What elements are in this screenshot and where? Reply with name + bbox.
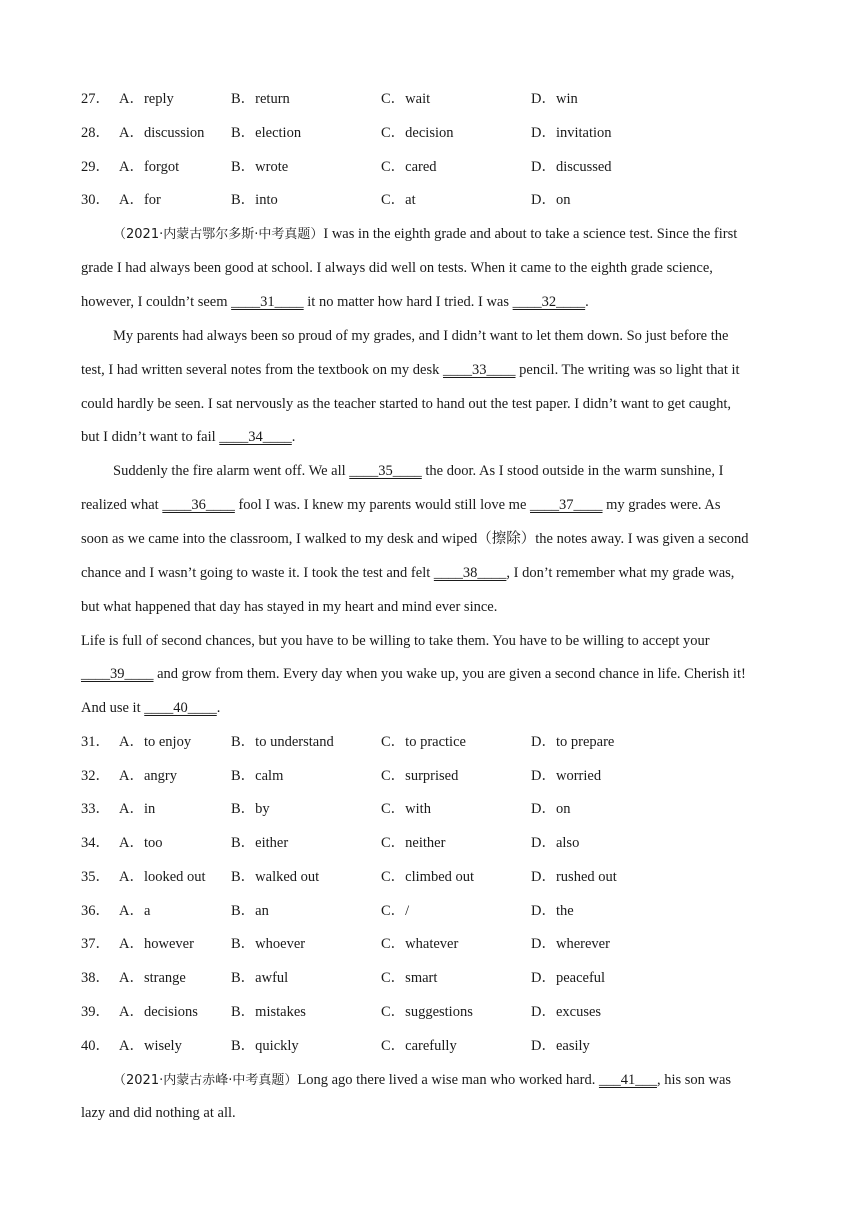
option-c: C．neither [381,835,446,851]
option-a: A．angry [119,768,177,784]
option-d: D．easily [531,1038,590,1054]
option-c: C．decision [381,125,454,141]
source-label: （2021·内蒙古赤峰·中考真题） [113,1073,298,1088]
option-c: C．surprised [381,768,459,784]
question-number: 28． [81,125,110,141]
blank-34: ____34____ [219,429,292,445]
passage-text: I was in the eighth grade and about to take a science test. Since the first [323,226,738,242]
option-a: A．to enjoy [119,734,192,750]
option-d: D．invitation [531,125,612,141]
option-b: B．whoever [231,936,306,952]
blank-40: ____40____ [144,700,217,716]
question-number: 33． [81,801,110,817]
question-number: 31． [81,734,110,750]
passage-text: realized what [81,497,163,513]
passage-line [81,292,781,312]
option-d: D．to prepare [531,734,615,750]
option-a: A．strange [119,970,186,986]
blank-32: ____32____ [512,294,586,310]
passage-line [81,1103,781,1123]
option-a: A．decisions [119,1004,198,1020]
option-d: D．excuses [531,1004,602,1020]
passage-line [113,461,781,481]
passage-text: soon as we came into the classroom, I walked to my desk and wiped（擦除）the notes away. I was given a second [81,531,749,547]
option-d: D．win [531,91,578,107]
option-c: C．to practice [381,734,466,750]
option-b: B．election [231,125,302,141]
option-a: A．a [119,903,151,919]
option-a: A．for [119,192,161,208]
blank-35: ____35____ [349,463,422,479]
option-d: D．discussed [531,159,612,175]
passage-text: however, I couldn’t seem [81,294,232,310]
passage-line [81,698,781,718]
passage-line [81,394,781,414]
passage-text: it no matter how hard I tried. I was [303,294,513,310]
option-d: D．peaceful [531,970,606,986]
question-number: 34． [81,835,110,851]
option-b: B．wrote [231,159,289,175]
option-a: A．too [119,835,163,851]
question-number: 35． [81,869,110,885]
passage-text: . [216,700,221,716]
option-b: B．calm [231,768,284,784]
passage-text: test, I had written several notes from the textbook on my desk [81,362,444,378]
passage-line [81,258,781,278]
passage-text: could hardly be seen. I sat nervously as the teacher started to hand out the test paper. I didn’t want to get caught, [81,396,732,412]
passage-line [81,563,781,583]
passage-line [113,1070,781,1090]
option-a: A．forgot [119,159,180,175]
question-number: 30． [81,192,110,208]
question-number: 38． [81,970,110,986]
passage-text: Long ago there lived a wise man who worked hard. [297,1072,599,1088]
option-c: C．suggestions [381,1004,473,1020]
passage-text: , his son was [656,1072,732,1088]
option-c: C．at [381,192,416,208]
option-b: B．either [231,835,289,851]
passage-line [81,529,781,549]
question-number: 40． [81,1038,110,1054]
option-a: A．reply [119,91,174,107]
option-c: C．/ [381,903,410,919]
passage-line [113,224,781,244]
option-a: A．discussion [119,125,205,141]
passage-text: the door. As I stood outside in the warm sunshine, I [421,463,724,479]
option-d: D．rushed out [531,869,617,885]
passage-line [113,326,781,346]
question-number: 36． [81,903,110,919]
option-c: C．whatever [381,936,459,952]
blank-41: ___41___ [598,1072,657,1088]
option-d: D．worried [531,768,602,784]
question-number: 32． [81,768,110,784]
passage-text: fool I was. I knew my parents would still love me [234,497,531,513]
blank-37: ____37____ [530,497,603,513]
option-c: C．smart [381,970,438,986]
passage-text: My parents had always been so proud of my grades, and I didn’t want to let them down. So just before the [113,328,729,344]
blank-38: ____38____ [433,565,507,581]
question-number: 29． [81,159,110,175]
option-c: C．wait [381,91,431,107]
option-c: C．with [381,801,431,817]
passage-text: grade I had always been good at school. I always did well on tests. When it came to the eighth grade science, [81,260,713,276]
passage-line [81,427,781,447]
passage-text: my grades were. As [602,497,721,513]
option-a: A．looked out [119,869,206,885]
option-d: D．also [531,835,580,851]
option-c: C．climbed out [381,869,475,885]
passage-line [81,664,781,684]
option-b: B．into [231,192,278,208]
option-b: B．an [231,903,269,919]
passage-text: but what happened that day has stayed in my heart and mind ever since. [81,599,498,615]
passage-text: Suddenly the fire alarm went off. We all [113,463,350,479]
option-d: D．on [531,192,571,208]
source-label: （2021·内蒙古鄂尔多斯·中考真题） [113,227,324,242]
passage-text: but I didn’t want to fail [81,429,220,445]
option-d: D．on [531,801,571,817]
passage-line [81,360,781,380]
blank-33: ____33____ [443,362,516,378]
passage-line [81,495,781,515]
option-a: A．in [119,801,156,817]
option-b: B．walked out [231,869,320,885]
option-b: B．by [231,801,270,817]
question-number: 39． [81,1004,110,1020]
option-a: A．however [119,936,194,952]
passage-text: And use it [81,700,145,716]
option-d: D．the [531,903,574,919]
passage-text: lazy and did nothing at all. [81,1105,236,1121]
passage-text: pencil. The writing was so light that it [515,362,740,378]
option-d: D．wherever [531,936,610,952]
option-c: C．cared [381,159,437,175]
passage-text: . [291,429,296,445]
blank-36: ____36____ [162,497,235,513]
option-b: B．awful [231,970,289,986]
option-b: B．return [231,91,290,107]
question-number: 37． [81,936,110,952]
option-b: B．quickly [231,1038,299,1054]
blank-31: ____31____ [231,294,304,310]
passage-line [81,597,781,617]
option-c: C．carefully [381,1038,457,1054]
option-b: B．mistakes [231,1004,306,1020]
passage-text: . [585,294,589,310]
passage-text: chance and I wasn’t going to waste it. I took the test and felt [81,565,434,581]
option-b: B．to understand [231,734,334,750]
passage-text: and grow from them. Every day when you wake up, you are given a second chance in life. Cherish it! [153,666,746,682]
passage-text: , I don’t remember what my grade was, [506,565,735,581]
blank-39: ____39____ [81,666,154,682]
passage-text: Life is full of second chances, but you have to be willing to take them. You have to be willing to accept your [81,633,710,649]
passage-line [81,631,781,651]
option-a: A．wisely [119,1038,182,1054]
question-number: 27． [81,91,110,107]
